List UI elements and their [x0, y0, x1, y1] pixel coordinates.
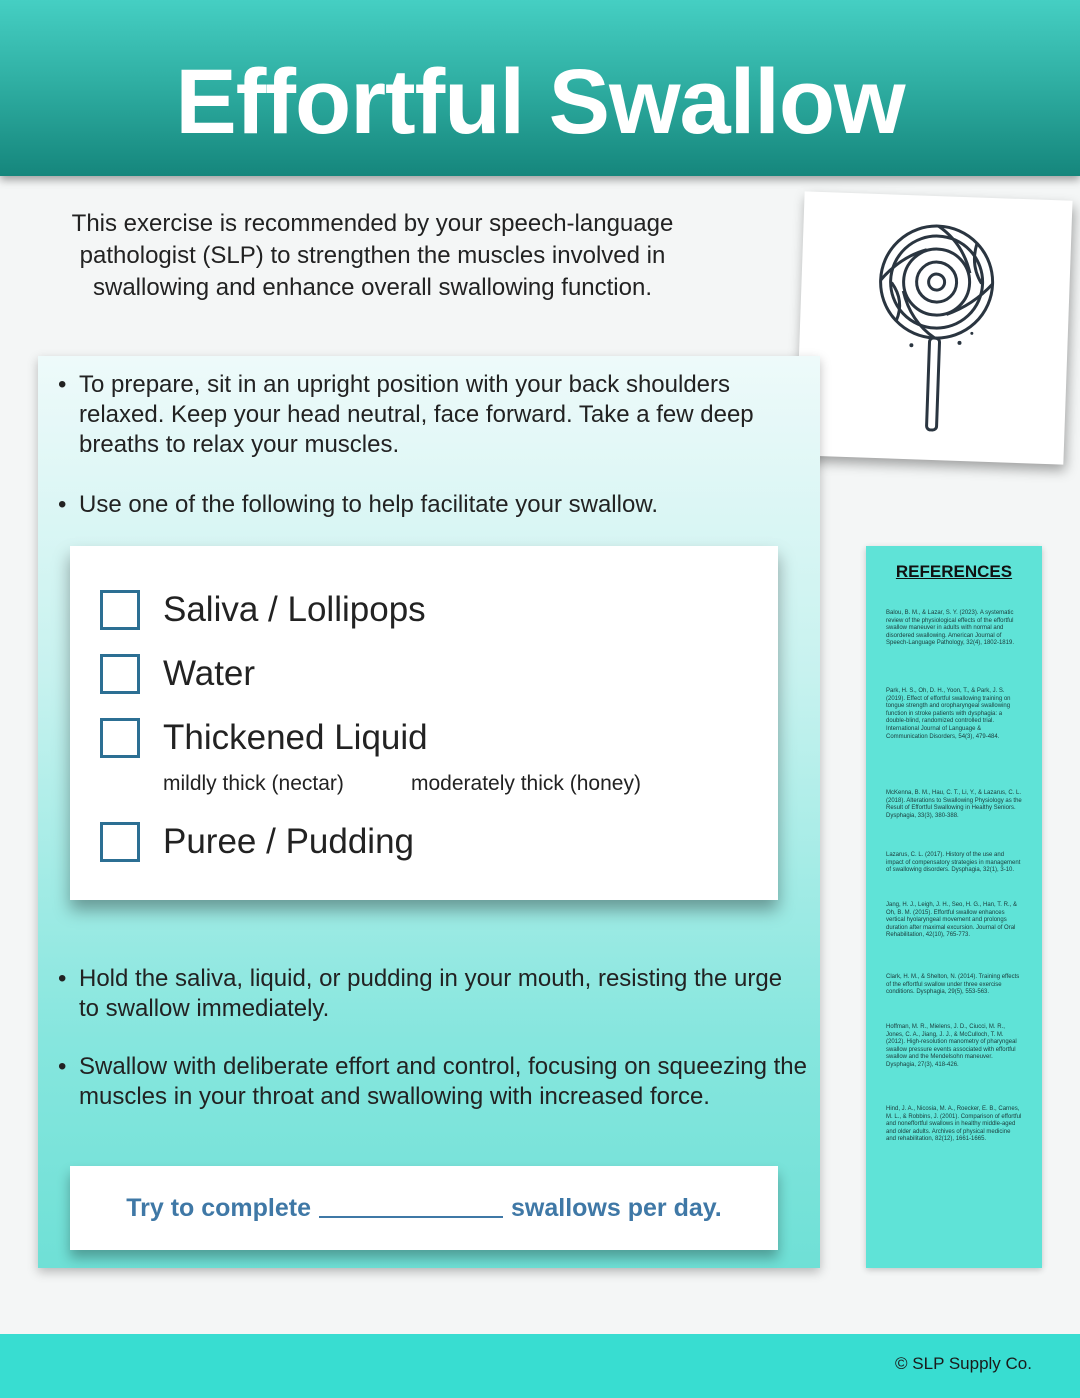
- reference-item: Lazarus, C. L. (2017). History of the use and impact of compensatory strategies in management of swallowing disorders. Dysphagia, 32(1), 3-10.: [886, 852, 1021, 874]
- reference-item: Clark, H. M., & Shelton, N. (2014). Training effects of the effortful swallow under three exercise conditions. Dysphagia, 29(5), 553-563.: [886, 974, 1020, 996]
- intro-text: This exercise is recommended by your speech-language pathologist (SLP) to strengthen the muscles involved in swallowing and enhance overall swallowing function.: [71, 210, 674, 301]
- footer-bar: [0, 1334, 1080, 1398]
- reference-item: Balou, B. M., & Lazar, S. Y. (2023). A systematic review of the physiological effects of the effortful swallow maneuver in adults with normal and disordered swallowing. American Journal of Speech-Language Pathology, 32(4), 1802-1819.: [886, 610, 1014, 647]
- goal-card: [70, 1166, 778, 1250]
- copyright-text: © SLP Supply Co.: [895, 1354, 1032, 1373]
- option-label: Water: [163, 654, 256, 693]
- reference-item: Park, H. S., Oh, D. H., Yoon, T., & Park, J. S. (2019). Effect of effortful swallowing training on tongue strength and oropharyngeal swallowing function in stroke patients with dysphagia: a double-blind, randomized controlled trial. International Journal of Language & Communication Disorders, 54(3), 479-484.: [886, 688, 1011, 740]
- header-banner: [0, 0, 1080, 176]
- goal-blank-field[interactable]: [319, 1216, 503, 1218]
- goal-suffix: swallows per day.: [511, 1194, 722, 1222]
- instruction-hold: • Hold the saliva, liquid, or pudding in your mouth, resisting the urge to swallow immediately.: [58, 964, 808, 1024]
- checkbox-icon[interactable]: [100, 654, 140, 694]
- goal-prefix: Try to complete: [126, 1194, 312, 1222]
- subtype-mildly-thick: mildly thick (nectar): [163, 772, 344, 795]
- checkbox-icon[interactable]: [100, 718, 140, 758]
- instruction-text: Use one of the following to help facilitate your swallow.: [79, 491, 658, 518]
- option-label: Puree / Pudding: [163, 822, 415, 861]
- instruction-prepare: • To prepare, sit in an upright position with your back shoulders relaxed. Keep your head neutral, face forward. Take a few deep breaths to relax your muscles.: [58, 370, 808, 460]
- reference-item: McKenna, B. M., Hau, C. T., Li, Y., & Lazarus, C. L. (2018). Alterations to Swallowing Physiology as the Result of Effortful Swallowing in Healthy Seniors. Dysphagia, 33(3), 380-388.: [886, 790, 1022, 819]
- references-panel: [866, 546, 1042, 1268]
- page-title: Effortful Swallow: [175, 51, 905, 153]
- instruction-facilitate: • Use one of the following to help facilitate your swallow.: [58, 490, 808, 520]
- reference-item: Hind, J. A., Nicosia, M. A., Roecker, E. B., Carnes, M. L., & Robbins, J. (2001). Comparison of effortful and noneffortful swallows in healthy middle-aged and older adults. Archives of physical medicine and rehabilitation, 82(12), 1661-1665.: [886, 1106, 1022, 1143]
- goal-text: [70, 1194, 778, 1223]
- lollipop-icon: [856, 209, 1014, 444]
- reference-item: Hoffman, M. R., Mielens, J. D., Ciucci, M. R., Jones, C. A., Jiang, J. J., & McCulloch, T. M. (2012). High-resolution manometry of pharyngeal swallow pressure events associated with effortful swallow and the Mendelsohn maneuver. Dysphagia, 27(3), 418-426.: [886, 1024, 1017, 1068]
- lollipop-photo: [795, 191, 1072, 464]
- instruction-text: To prepare, sit in an upright position with your back shoulders relaxed. Keep your head neutral, face forward. Take a few deep breaths to relax your muscles.: [79, 371, 754, 458]
- option-label: Thickened Liquid: [163, 718, 428, 757]
- instruction-text: Swallow with deliberate effort and control, focusing on squeezing the muscles in your throat and swallowing with increased force.: [79, 1053, 808, 1110]
- options-card: [70, 546, 778, 900]
- subtype-moderately-thick: moderately thick (honey): [411, 772, 641, 795]
- references-title: REFERENCES: [895, 562, 1013, 581]
- instruction-swallow: • Swallow with deliberate effort and control, focusing on squeezing the muscles in your throat and swallowing with increased force.: [58, 1053, 808, 1110]
- option-label: Saliva / Lollipops: [163, 590, 426, 629]
- checkbox-icon[interactable]: [100, 590, 140, 630]
- checkbox-icon[interactable]: [100, 822, 140, 862]
- instructions-panel: [38, 356, 820, 1268]
- instruction-text: Hold the saliva, liquid, or pudding in your mouth, resisting the urge to swallow immediately.: [79, 965, 783, 1022]
- reference-item: Jang, H. J., Leigh, J. H., Seo, H. G., Han, T. R., & Oh, B. M. (2015). Effortful swallow enhances vertical hyolaryngeal movement and prolongs duration after maximal excursion. Journal of Oral Rehabilitation, 42(10), 765-773.: [886, 902, 1017, 939]
